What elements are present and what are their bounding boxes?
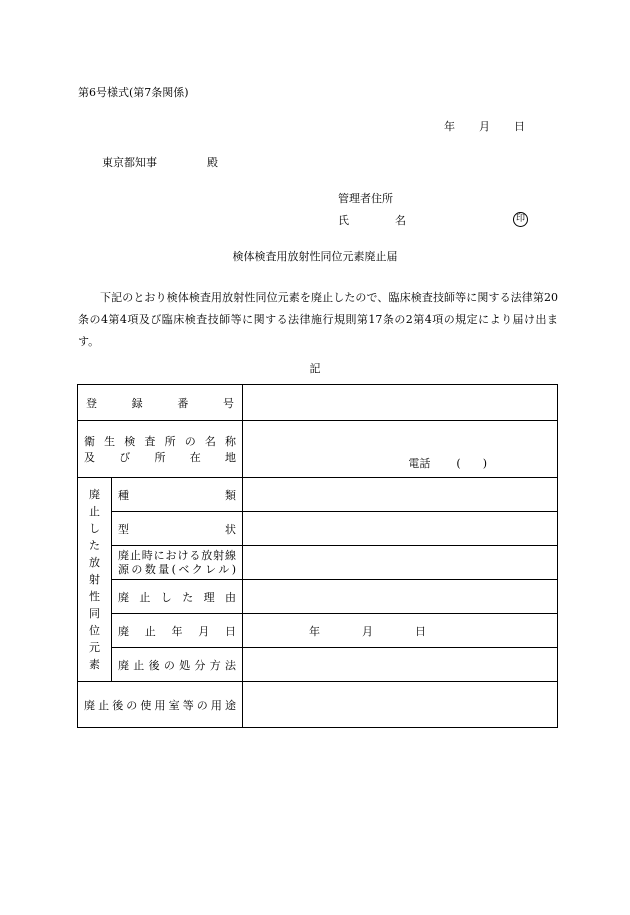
row-disposal-method	[78, 648, 558, 682]
ki-heading: 記	[309, 362, 321, 375]
submission-date	[444, 120, 525, 133]
date-month: 月	[479, 120, 490, 133]
row-room-usage	[78, 682, 558, 728]
abolition-month: 月	[362, 624, 373, 638]
addressee	[102, 156, 218, 169]
abolition-day: 日	[415, 624, 426, 638]
row-registration-number	[78, 385, 558, 421]
reason-field[interactable]	[243, 580, 558, 614]
row-facility	[78, 421, 558, 478]
registration-number-field[interactable]	[243, 385, 558, 421]
facility-label: 衛生検査所の名称 及び所在地	[78, 421, 243, 478]
row-model	[78, 512, 558, 546]
addressee-name: 東京都知事	[102, 156, 157, 169]
row-abolition-date	[78, 614, 558, 648]
model-label: 型状	[112, 512, 243, 546]
disposal-method-field[interactable]	[243, 648, 558, 682]
abolition-date-field[interactable]	[243, 614, 558, 648]
applicant-address-label: 管理者住所	[338, 192, 393, 205]
quantity-label: 廃止時における放射線 源の数量(ベクレル)	[112, 546, 243, 580]
row-kind	[78, 478, 558, 512]
room-usage-label: 廃止後の使用室等の用途	[78, 682, 243, 728]
notification-table	[77, 384, 558, 728]
row-quantity	[78, 546, 558, 580]
phone-open: (	[456, 457, 461, 470]
facility-field[interactable]	[243, 421, 558, 478]
phone-close: )	[482, 457, 487, 470]
abolition-year: 年	[309, 624, 320, 638]
date-year: 年	[444, 120, 455, 133]
kind-label: 種類	[112, 478, 243, 512]
reason-label: 廃止した理由	[112, 580, 243, 614]
addressee-honorific: 殿	[207, 156, 218, 169]
disposal-method-label: 廃止後の処分方法	[112, 648, 243, 682]
date-day: 日	[514, 120, 525, 133]
phone-label: 電話	[408, 457, 431, 470]
abolition-date-label: 廃止年月日	[112, 614, 243, 648]
registration-number-label: 登録番号	[78, 385, 243, 421]
body-paragraph: 下記のとおり検体検査用放射性同位元素を廃止したので、臨床検査技師等に関する法律第20条の4第4項及び臨床検査技師等に関する法律施行規則第17条の2第4項の規定により届け出ます。	[78, 291, 558, 348]
applicant-name-label: 氏 名	[338, 214, 414, 227]
kind-field[interactable]	[243, 478, 558, 512]
form-number: 第6号様式(第7条関係)	[78, 86, 189, 99]
abolished-radioisotope-group-label: 廃 止 し た 放 射 性 同 位 元 素	[78, 478, 112, 682]
room-usage-field[interactable]	[243, 682, 558, 728]
model-field[interactable]	[243, 512, 558, 546]
document-title: 検体検査用放射性同位元素廃止届	[232, 250, 398, 263]
seal-mark: 印	[513, 212, 528, 227]
quantity-field[interactable]	[243, 546, 558, 580]
row-reason	[78, 580, 558, 614]
